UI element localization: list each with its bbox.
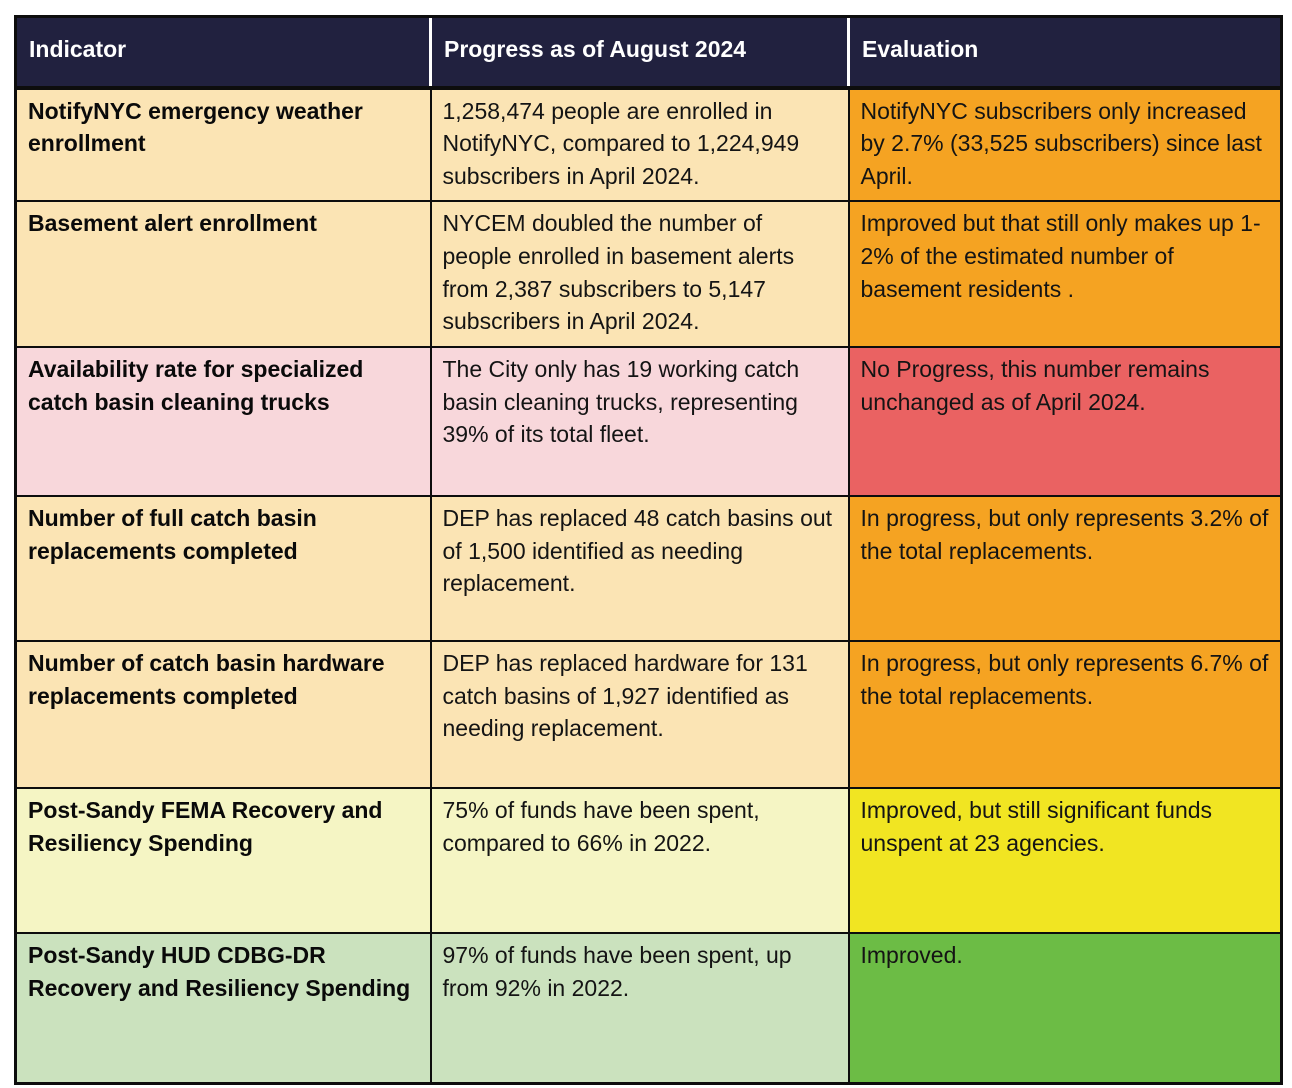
table-row	[16, 933, 1282, 1083]
progress-cell: The City only has 19 working catch basin cleaning trucks, representing 39% of its total fleet.	[431, 347, 849, 496]
evaluation-cell: In progress, but only represents 6.7% of the total replacements.	[849, 641, 1282, 788]
evaluation-cell: NotifyNYC subscribers only increased by 2.7% (33,525 subscribers) since last April.	[849, 88, 1282, 202]
indicator-cell: Number of catch basin hardware replacements completed	[16, 641, 431, 788]
indicators-table	[14, 15, 1283, 1085]
table-row	[16, 641, 1282, 788]
progress-cell: 1,258,474 people are enrolled in NotifyNYC, compared to 1,224,949 subscribers in April 2024.	[431, 88, 849, 202]
evaluation-cell: Improved.	[849, 933, 1282, 1083]
column-header-indicator: Indicator	[16, 17, 431, 88]
table-row	[16, 496, 1282, 641]
column-header-evaluation: Evaluation	[849, 17, 1282, 88]
progress-cell: DEP has replaced 48 catch basins out of 1,500 identified as needing replacement.	[431, 496, 849, 641]
progress-cell: 75% of funds have been spent, compared to 66% in 2022.	[431, 788, 849, 933]
evaluation-cell: Improved, but still significant funds unspent at 23 agencies.	[849, 788, 1282, 933]
column-header-progress: Progress as of August 2024	[431, 17, 849, 88]
progress-cell: DEP has replaced hardware for 131 catch basins of 1,927 identified as needing replacement.	[431, 641, 849, 788]
progress-cell: NYCEM doubled the number of people enrolled in basement alerts from 2,387 subscribers to 5,147 subscribers in April 2024.	[431, 201, 849, 347]
header-row	[16, 17, 1282, 88]
indicator-cell: Basement alert enrollment	[16, 201, 431, 347]
table-row	[16, 347, 1282, 496]
table-row	[16, 88, 1282, 202]
progress-cell: 97% of funds have been spent, up from 92% in 2022.	[431, 933, 849, 1083]
evaluation-cell: Improved but that still only makes up 1-2% of the estimated number of basement residents .	[849, 201, 1282, 347]
table-row	[16, 788, 1282, 933]
evaluation-cell: No Progress, this number remains unchanged as of April 2024.	[849, 347, 1282, 496]
indicator-cell: NotifyNYC emergency weather enrollment	[16, 88, 431, 202]
indicators-table-container	[14, 15, 1283, 1085]
indicator-cell: Post-Sandy FEMA Recovery and Resiliency Spending	[16, 788, 431, 933]
table-row	[16, 201, 1282, 347]
indicator-cell: Availability rate for specialized catch basin cleaning trucks	[16, 347, 431, 496]
evaluation-cell: In progress, but only represents 3.2% of the total replacements.	[849, 496, 1282, 641]
indicator-cell: Post-Sandy HUD CDBG-DR Recovery and Resiliency Spending	[16, 933, 431, 1083]
indicator-cell: Number of full catch basin replacements completed	[16, 496, 431, 641]
